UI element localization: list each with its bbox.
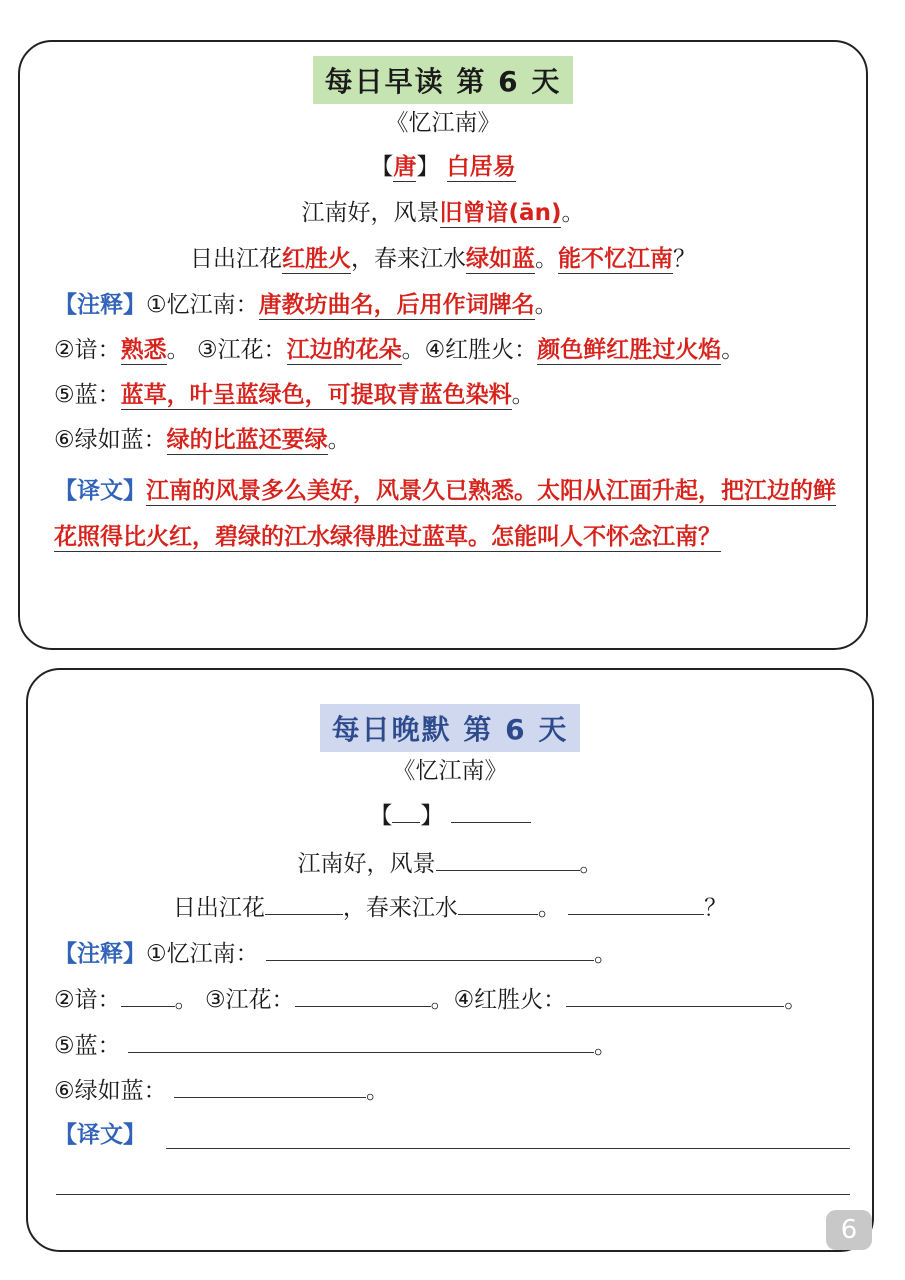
translation-text: 江南的风景多么美好，风景久已熟悉。太阳从江面升起，把江边的鲜花照得比火红，碧绿的江水绿得胜过蓝草。怎能叫人不怀念江南？	[54, 478, 836, 550]
line2-answer-1: 红胜火	[282, 246, 351, 272]
translation	[54, 468, 850, 560]
morning-reading-card	[18, 40, 868, 650]
page-number-badge: 6	[826, 1210, 872, 1250]
line2-blank-1[interactable]	[265, 892, 343, 915]
note1-blank[interactable]	[266, 938, 594, 961]
line1-answer: 旧曾谙(ān)	[439, 200, 562, 226]
author-line: 【 】	[28, 800, 872, 831]
notes-2-4: ②谙： 。 ③江花： 。④红胜火： 。	[54, 984, 807, 1015]
note5-blank[interactable]	[128, 1030, 594, 1053]
translation-label: 【译文】	[54, 478, 146, 504]
author-answer: 白居易	[446, 154, 516, 180]
poem-line-2: 日出江花 ，春来江水 。 ？	[28, 892, 872, 923]
morning-title: 每日早读 第 6 天	[20, 56, 866, 104]
notes-label: 【注释】	[54, 292, 146, 318]
translation-label: 【译文】	[54, 1122, 146, 1148]
author-blank[interactable]	[451, 800, 531, 823]
note-5: ⑤蓝：蓝草，叶呈蓝绿色，可提取青蓝色染料。	[54, 382, 535, 408]
note-5: ⑤蓝： 。	[54, 1030, 617, 1061]
dynasty-blank[interactable]	[392, 800, 420, 823]
poem-title: 《忆江南》	[385, 110, 501, 136]
note3-blank[interactable]	[295, 984, 431, 1007]
translation-blank-2[interactable]	[56, 1194, 850, 1195]
notes-2-4: ②谙：熟悉。 ③江花：江边的花朵。④红胜火：颜色鲜红胜过火焰。	[54, 337, 745, 363]
note6-blank[interactable]	[174, 1075, 366, 1098]
poem-line-1: 江南好，风景旧曾谙(ān)。	[301, 200, 585, 226]
note2-blank[interactable]	[121, 984, 175, 1007]
note-6: ⑥绿如蓝：绿的比蓝还要绿。	[54, 427, 351, 453]
evening-title: 每日晚默 第 6 天	[28, 704, 872, 752]
line1-blank[interactable]	[436, 848, 580, 871]
notes-label: 【注释】	[54, 941, 146, 967]
note-1: 【注释】①忆江南： 。	[54, 938, 617, 969]
line2-blank-3[interactable]	[568, 892, 704, 915]
poem-title: 《忆江南》	[392, 758, 508, 784]
dynasty-answer: 唐	[393, 154, 417, 180]
poem-line-2: 日出江花红胜火，春来江水绿如蓝。能不忆江南？	[190, 246, 696, 272]
poem-line-1: 江南好，风景 。	[28, 848, 872, 879]
line2-answer-2: 绿如蓝	[466, 246, 535, 272]
author-line: 【唐】 白居易	[370, 154, 516, 180]
evening-dictation-card	[26, 668, 874, 1252]
translation-line	[54, 1120, 146, 1150]
note4-blank[interactable]	[566, 984, 784, 1007]
line2-blank-2[interactable]	[458, 892, 538, 915]
note-6: ⑥绿如蓝： 。	[54, 1075, 389, 1106]
note-1: 【注释】①忆江南：唐教坊曲名，后用作词牌名。	[54, 292, 558, 318]
translation-blank-1[interactable]	[166, 1148, 850, 1149]
line2-answer-3: 能不忆江南	[558, 246, 673, 272]
